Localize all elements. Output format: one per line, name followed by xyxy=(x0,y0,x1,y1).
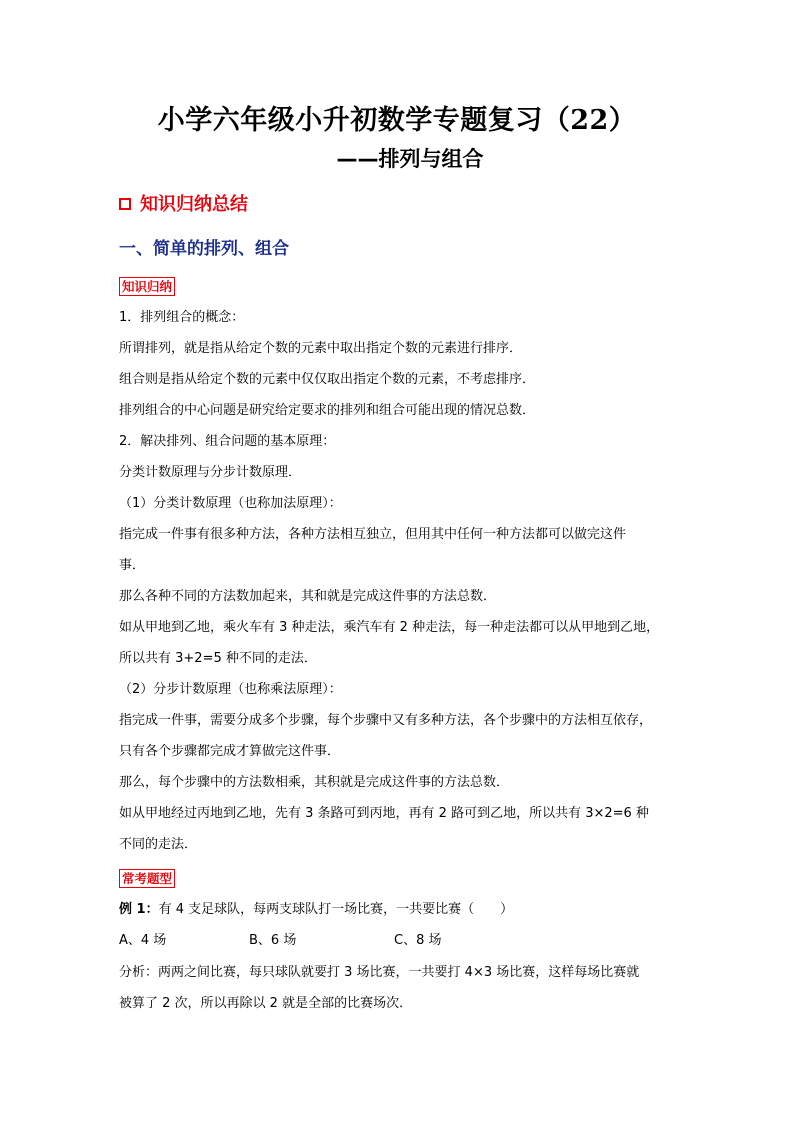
page-subtitle: ——排列与组合 xyxy=(336,147,484,171)
text-line-16: 那么，每个步骤中的方法数相乘，其积就是完成这件事的方法总数． xyxy=(119,775,510,790)
tag-common-questions: 常考题型 xyxy=(119,869,175,888)
text-line-10: 那么各种不同的方法数加起来，其和就是完成这件事的方法总数． xyxy=(119,589,497,604)
text-line-6: 分类计数原理与分步计数原理． xyxy=(119,465,302,480)
text-line-15: 只有各个步骤都完成才算做完这件事． xyxy=(119,744,341,759)
text-line-14: 指完成一件事，需要分成多个步骤，每个步骤中又有多种方法，各个步骤中的方法相互依存， xyxy=(119,713,653,728)
text-line-13: （2）分步计数原理（也称乘法原理）： xyxy=(119,682,342,697)
example-question xyxy=(119,901,513,919)
analysis-line-1: 分析：两两之间比赛，每只球队就要打 3 场比赛，一共要打 4×3 场比赛，这样每场比赛就 xyxy=(119,965,640,980)
example-question-text: 有 4 支足球队，每两支球队打一场比赛，一共要比赛（ ） xyxy=(158,902,514,917)
example-label: 例 1： xyxy=(119,902,159,917)
text-line-12: 所以共有 3+2=5 种不同的走法． xyxy=(119,651,317,666)
page-title: 小学六年级小升初数学专题复习（22） xyxy=(157,105,637,136)
text-line-9: 事． xyxy=(119,558,146,573)
text-line-17: 如从甲地经过丙地到乙地，先有 3 条路可到丙地，再有 2 路可到乙地，所以共有 3×2=6 种 xyxy=(119,806,649,821)
text-line-7: （1）分类计数原理（也称加法原理）： xyxy=(119,496,342,511)
square-bullet-icon xyxy=(119,198,131,210)
text-line-3: 组合则是指从给定个数的元素中仅仅取出指定个数的元素，不考虑排序． xyxy=(119,372,536,387)
option-c: C、8 场 xyxy=(394,933,442,948)
tag-knowledge: 知识归纳 xyxy=(119,277,175,296)
section-heading xyxy=(119,190,248,216)
text-line-4: 排列组合的中心问题是研究给定要求的排列和组合可能出现的情况总数． xyxy=(119,403,536,418)
subsection-heading: 一、简单的排列、组合 xyxy=(119,239,289,259)
text-line-8: 指完成一件事有很多种方法，各种方法相互独立，但用其中任何一种方法都可以做完这件 xyxy=(119,527,627,542)
text-line-11: 如从甲地到乙地，乘火车有 3 种走法，乘汽车有 2 种走法，每一种走法都可以从甲地到乙地， xyxy=(119,620,660,635)
text-line-5: 2．解决排列、组合问题的基本原理： xyxy=(119,434,336,449)
text-line-2: 所谓排列，就是指从给定个数的元素中取出指定个数的元素进行排序． xyxy=(119,341,523,356)
text-line-18: 不同的走法． xyxy=(119,837,198,852)
option-a: A、4 场 xyxy=(119,933,167,948)
text-line-1: 1．排列组合的概念： xyxy=(119,310,245,325)
option-b: B、6 场 xyxy=(249,933,297,948)
section-heading-text: 知识归纳总结 xyxy=(140,194,248,215)
analysis-line-2: 被算了 2 次，所以再除以 2 就是全部的比赛场次． xyxy=(119,996,413,1011)
